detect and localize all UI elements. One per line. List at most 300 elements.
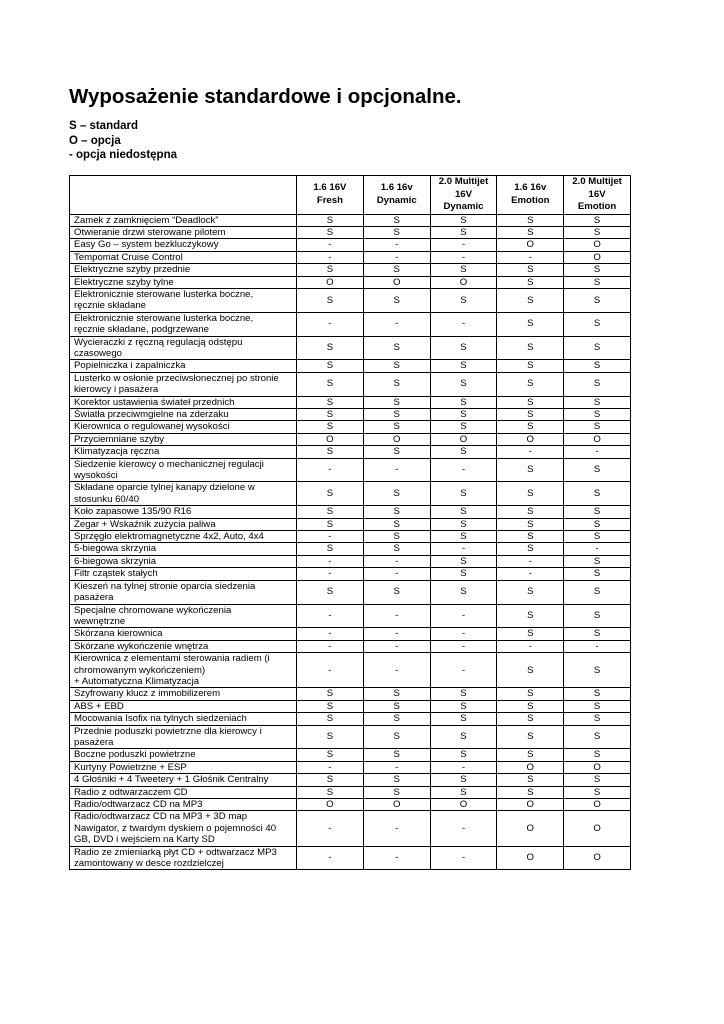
value-cell: O [564, 846, 631, 870]
value-cell: O [363, 799, 430, 811]
value-cell: S [564, 506, 631, 518]
feature-line: Sprzęgło elektromagnetyczne 4x2, Auto, 4x4 [74, 531, 264, 543]
feature-line: Boczne poduszki powietrzne [74, 749, 196, 761]
value-cell: S [497, 749, 564, 761]
table-row [70, 786, 631, 798]
value-cell: S [297, 264, 364, 276]
feature-line: pasażera [74, 592, 114, 604]
value-cell: S [564, 774, 631, 786]
value-cell: S [564, 336, 631, 360]
value-cell: S [497, 226, 564, 238]
value-cell: S [430, 482, 497, 506]
table-row [70, 372, 631, 396]
value-cell: - [430, 312, 497, 336]
feature-cell [70, 506, 297, 518]
value-cell: S [564, 421, 631, 433]
header-line: Fresh [316, 194, 343, 206]
value-cell: S [363, 518, 430, 530]
value-cell: O [363, 433, 430, 445]
feature-line: Elektronicznie sterowane lusterka boczne, [74, 288, 254, 300]
value-cell: - [363, 555, 430, 567]
value-cell: - [363, 811, 430, 846]
feature-cell [70, 799, 297, 811]
value-cell: - [363, 312, 430, 336]
feature-line: Radio z odtwarzaczem CD [74, 786, 188, 798]
feature-line: Szyfrowany klucz z immobilizerem [74, 688, 221, 700]
feature-line: Elektronicznie sterowane lusterka boczne, [74, 312, 254, 324]
value-cell: S [564, 628, 631, 640]
value-cell: S [430, 226, 497, 238]
header-version [297, 176, 364, 215]
feature-line: Zegar + Wskaźnik zużycia paliwa [74, 518, 216, 530]
table-row [70, 811, 631, 846]
value-cell: S [497, 360, 564, 372]
value-cell: S [430, 288, 497, 312]
feature-cell [70, 446, 297, 458]
header-line: 1.6 16v [514, 182, 547, 194]
feature-line: Klimatyzacja ręczna [74, 446, 160, 458]
feature-line: Zamek z zamknięciem “Deadlock” [74, 214, 219, 226]
table-row [70, 518, 631, 530]
value-cell: O [564, 251, 631, 263]
feature-line: ABS + EBD [74, 700, 124, 712]
value-cell: - [297, 312, 364, 336]
table-row [70, 446, 631, 458]
feature-line: Easy Go – system bezkluczykowy [74, 239, 219, 251]
value-cell: S [497, 482, 564, 506]
value-cell: S [564, 580, 631, 604]
value-cell: S [430, 446, 497, 458]
value-cell: - [430, 543, 497, 555]
feature-line: wysokości [74, 470, 118, 482]
value-cell: S [497, 580, 564, 604]
feature-line: Skórzana kierownica [74, 628, 163, 640]
table-row [70, 251, 631, 263]
feature-cell [70, 336, 297, 360]
feature-cell [70, 518, 297, 530]
value-cell: S [430, 580, 497, 604]
value-cell: - [430, 239, 497, 251]
feature-line: Tempomat Cruise Control [74, 251, 183, 263]
value-cell: S [297, 409, 364, 421]
value-cell: S [497, 531, 564, 543]
feature-cell [70, 640, 297, 652]
table-row [70, 531, 631, 543]
feature-line: Radio ze zmieniarką płyt CD + odtwarzacz MP3 [74, 846, 277, 858]
value-cell: S [564, 518, 631, 530]
value-cell: S [497, 336, 564, 360]
value-cell: S [297, 786, 364, 798]
value-cell: S [430, 214, 497, 226]
value-cell: S [430, 700, 497, 712]
value-cell: S [564, 688, 631, 700]
feature-line: Kierownica o regulowanej wysokości [74, 421, 230, 433]
value-cell: - [363, 239, 430, 251]
table-row [70, 774, 631, 786]
value-cell: S [363, 396, 430, 408]
value-cell: S [430, 360, 497, 372]
value-cell: S [497, 700, 564, 712]
feature-cell [70, 360, 297, 372]
feature-cell [70, 628, 297, 640]
value-cell: S [297, 725, 364, 749]
legend-standard: S – standard [69, 120, 139, 132]
value-cell: S [363, 700, 430, 712]
table-row [70, 568, 631, 580]
value-cell: O [297, 276, 364, 288]
feature-line: Mocowania Isofix na tylnych siedzeniach [74, 713, 247, 725]
feature-cell [70, 811, 297, 846]
value-cell: S [430, 568, 497, 580]
feature-line: Kieszeń na tylnej stronie oparcia siedzenia [74, 580, 256, 592]
feature-line: + Automatyczna Klimatyzacja [74, 675, 200, 687]
value-cell: - [430, 640, 497, 652]
value-cell: S [430, 749, 497, 761]
value-cell: O [497, 433, 564, 445]
value-cell: - [297, 811, 364, 846]
value-cell: S [564, 372, 631, 396]
feature-line: GB, DVD i wejściem na Karty SD [74, 834, 215, 846]
table-row [70, 276, 631, 288]
feature-cell [70, 396, 297, 408]
value-cell: S [297, 288, 364, 312]
feature-cell [70, 688, 297, 700]
value-cell: - [297, 846, 364, 870]
table-row [70, 433, 631, 445]
feature-line: Elektryczne szyby przednie [74, 264, 191, 276]
value-cell: S [297, 700, 364, 712]
value-cell: S [430, 421, 497, 433]
feature-cell [70, 264, 297, 276]
table-row [70, 288, 631, 312]
value-cell: S [564, 482, 631, 506]
value-cell: S [430, 786, 497, 798]
table-row [70, 640, 631, 652]
value-cell: S [564, 653, 631, 688]
feature-line: Składane oparcie tylnej kanapy dzielone w [74, 482, 255, 494]
feature-cell [70, 312, 297, 336]
feature-cell [70, 239, 297, 251]
value-cell: S [363, 688, 430, 700]
value-cell: S [297, 688, 364, 700]
table-row [70, 749, 631, 761]
feature-line: Wycieraczki z ręczną regulacją odstępu [74, 336, 243, 348]
value-cell: - [297, 568, 364, 580]
value-cell: S [497, 725, 564, 749]
value-cell: S [363, 531, 430, 543]
value-cell: - [497, 446, 564, 458]
table-row [70, 543, 631, 555]
feature-line: Popielniczka i zapalniczka [74, 360, 186, 372]
value-cell: - [430, 761, 497, 773]
value-cell: S [363, 288, 430, 312]
value-cell: - [297, 604, 364, 628]
value-cell: - [297, 251, 364, 263]
value-cell: S [297, 482, 364, 506]
value-cell: S [297, 749, 364, 761]
feature-cell [70, 846, 297, 870]
value-cell: O [297, 799, 364, 811]
feature-cell [70, 700, 297, 712]
header-line: 2.0 Multijet [572, 176, 622, 187]
feature-line: 5-biegowa skrzynia [74, 543, 157, 555]
feature-cell [70, 433, 297, 445]
table-row [70, 688, 631, 700]
feature-line: Filtr cząstek stałych [74, 568, 158, 580]
feature-line: pasażera [74, 736, 114, 748]
value-cell: - [297, 761, 364, 773]
value-cell: - [564, 543, 631, 555]
header-version [564, 176, 631, 215]
value-cell: - [297, 555, 364, 567]
value-cell: - [363, 761, 430, 773]
value-cell: - [497, 555, 564, 567]
value-cell: O [363, 276, 430, 288]
value-cell: - [430, 251, 497, 263]
value-cell: S [430, 336, 497, 360]
value-cell: S [430, 688, 497, 700]
feature-cell [70, 421, 297, 433]
value-cell: S [564, 749, 631, 761]
feature-line: zamontowany w desce rozdzielczej [74, 858, 224, 870]
value-cell: - [363, 458, 430, 482]
value-cell: S [430, 396, 497, 408]
value-cell: S [430, 713, 497, 725]
feature-cell [70, 226, 297, 238]
value-cell: S [297, 336, 364, 360]
value-cell: S [297, 372, 364, 396]
feature-cell [70, 372, 297, 396]
value-cell: S [363, 421, 430, 433]
value-cell: S [497, 458, 564, 482]
feature-cell [70, 786, 297, 798]
value-cell: S [497, 396, 564, 408]
feature-cell [70, 251, 297, 263]
value-cell: S [363, 264, 430, 276]
value-cell: S [297, 421, 364, 433]
value-cell: O [497, 846, 564, 870]
value-cell: S [297, 396, 364, 408]
feature-line: Radio/odtwarzacz CD na MP3 + 3D map [74, 811, 248, 823]
value-cell: S [564, 288, 631, 312]
table-row [70, 239, 631, 251]
legend-option: O – opcja [69, 134, 121, 147]
value-cell: S [497, 688, 564, 700]
table-row [70, 725, 631, 749]
value-cell: - [363, 604, 430, 628]
value-cell: S [497, 506, 564, 518]
value-cell: S [564, 226, 631, 238]
value-cell: S [497, 628, 564, 640]
feature-line: Lusterko w osłonie przeciwsłonecznej po stronie [74, 372, 279, 384]
value-cell: S [430, 518, 497, 530]
feature-line: Przyciemniane szyby [74, 433, 165, 445]
value-cell: - [430, 653, 497, 688]
value-cell: O [564, 433, 631, 445]
value-cell: S [497, 264, 564, 276]
value-cell: S [297, 226, 364, 238]
feature-cell [70, 555, 297, 567]
value-cell: - [297, 531, 364, 543]
value-cell: - [430, 458, 497, 482]
table-row [70, 421, 631, 433]
header-line: Dynamic [376, 194, 417, 206]
header-line: Emotion [511, 194, 550, 206]
value-cell: S [430, 555, 497, 567]
value-cell: S [497, 786, 564, 798]
feature-cell [70, 482, 297, 506]
value-cell: S [297, 713, 364, 725]
header-version [430, 176, 497, 215]
value-cell: S [564, 458, 631, 482]
legend-unavailable: - opcja niedostępna [69, 149, 177, 161]
table-row [70, 700, 631, 712]
feature-line: Światła przeciwmgielne na zderzaku [74, 409, 229, 420]
header-line: 16V [454, 188, 473, 200]
value-cell: S [363, 360, 430, 372]
value-cell: S [497, 409, 564, 421]
value-cell: - [297, 239, 364, 251]
value-cell: S [363, 749, 430, 761]
value-cell: - [430, 811, 497, 846]
value-cell: S [363, 506, 430, 518]
value-cell: - [497, 568, 564, 580]
feature-cell [70, 604, 297, 628]
value-cell: - [297, 458, 364, 482]
table-row [70, 214, 631, 226]
value-cell: S [564, 604, 631, 628]
value-cell: S [564, 531, 631, 543]
value-cell: S [564, 409, 631, 421]
value-cell: S [430, 531, 497, 543]
value-cell: S [363, 446, 430, 458]
feature-line: Korektor ustawienia świateł przednich [74, 396, 235, 408]
value-cell: S [430, 725, 497, 749]
feature-line: kierowcy i pasażera [74, 384, 159, 396]
feature-cell [70, 543, 297, 555]
value-cell: S [297, 543, 364, 555]
value-cell: S [564, 725, 631, 749]
table-row [70, 604, 631, 628]
table-row [70, 336, 631, 360]
table-row [70, 458, 631, 482]
header-line: 1.6 16v [380, 182, 413, 194]
value-cell: O [497, 811, 564, 846]
value-cell: - [363, 640, 430, 652]
feature-cell [70, 749, 297, 761]
feature-cell [70, 288, 297, 312]
feature-line: Elektryczne szyby tylne [74, 276, 174, 288]
value-cell: O [497, 761, 564, 773]
table-row [70, 653, 631, 688]
feature-cell [70, 276, 297, 288]
feature-cell [70, 774, 297, 786]
feature-cell [70, 214, 297, 226]
value-cell: S [564, 312, 631, 336]
table-row [70, 226, 631, 238]
value-cell: - [564, 446, 631, 458]
feature-line: stosunku 60/40 [74, 493, 140, 505]
feature-line: chromowanym wykończeniem) [74, 664, 206, 676]
feature-line: 6-biegowa skrzynia [74, 555, 157, 567]
value-cell: O [564, 761, 631, 773]
value-cell: S [430, 264, 497, 276]
table-row [70, 846, 631, 870]
value-cell: S [497, 774, 564, 786]
value-cell: S [564, 700, 631, 712]
value-cell: S [363, 336, 430, 360]
value-cell: O [564, 799, 631, 811]
value-cell: S [297, 506, 364, 518]
page-title: Wyposażenie standardowe i opcjonalne. [69, 85, 462, 108]
table-row [70, 409, 631, 421]
value-cell: S [564, 568, 631, 580]
value-cell: S [497, 214, 564, 226]
value-cell: S [564, 396, 631, 408]
feature-cell [70, 725, 297, 749]
header-line: 1.6 16V [313, 182, 347, 194]
value-cell: - [297, 628, 364, 640]
value-cell: S [297, 446, 364, 458]
value-cell: S [430, 372, 497, 396]
header-feature [70, 176, 297, 215]
value-cell: S [363, 482, 430, 506]
value-cell: - [297, 640, 364, 652]
value-cell: O [430, 276, 497, 288]
header-row [70, 176, 631, 215]
feature-line: ręcznie składane [74, 300, 146, 312]
value-cell: S [497, 543, 564, 555]
value-cell: O [430, 433, 497, 445]
value-cell: S [297, 360, 364, 372]
feature-cell [70, 409, 297, 421]
value-cell: S [363, 713, 430, 725]
feature-cell [70, 580, 297, 604]
table-row [70, 360, 631, 372]
table-row [70, 799, 631, 811]
feature-line: Otwieranie drzwi sterowane pilotem [74, 226, 226, 238]
table-row [70, 482, 631, 506]
feature-line: 4 Głośniki + 4 Tweetery + 1 Głośnik Centralny [74, 774, 269, 786]
value-cell: - [363, 653, 430, 688]
table-row [70, 713, 631, 725]
value-cell: S [297, 518, 364, 530]
feature-line: Przednie poduszki powietrzne dla kierowcy i [74, 725, 262, 737]
feature-line: Radio/odtwarzacz CD na MP3 [74, 799, 203, 810]
value-cell: - [430, 846, 497, 870]
feature-cell [70, 458, 297, 482]
legend [69, 119, 177, 163]
feature-line: ręcznie składane, podgrzewane [74, 324, 209, 336]
value-cell: - [497, 251, 564, 263]
value-cell: - [564, 640, 631, 652]
value-cell: S [497, 312, 564, 336]
value-cell: - [363, 628, 430, 640]
value-cell: S [363, 725, 430, 749]
value-cell: O [564, 239, 631, 251]
value-cell: - [297, 653, 364, 688]
header-line: Dynamic [443, 201, 484, 212]
table-row [70, 761, 631, 773]
value-cell: S [497, 288, 564, 312]
value-cell: O [497, 239, 564, 251]
value-cell: S [497, 421, 564, 433]
header-line: 2.0 Multijet [438, 176, 489, 187]
value-cell: S [564, 713, 631, 725]
value-cell: - [430, 628, 497, 640]
table-row [70, 628, 631, 640]
value-cell: S [363, 372, 430, 396]
